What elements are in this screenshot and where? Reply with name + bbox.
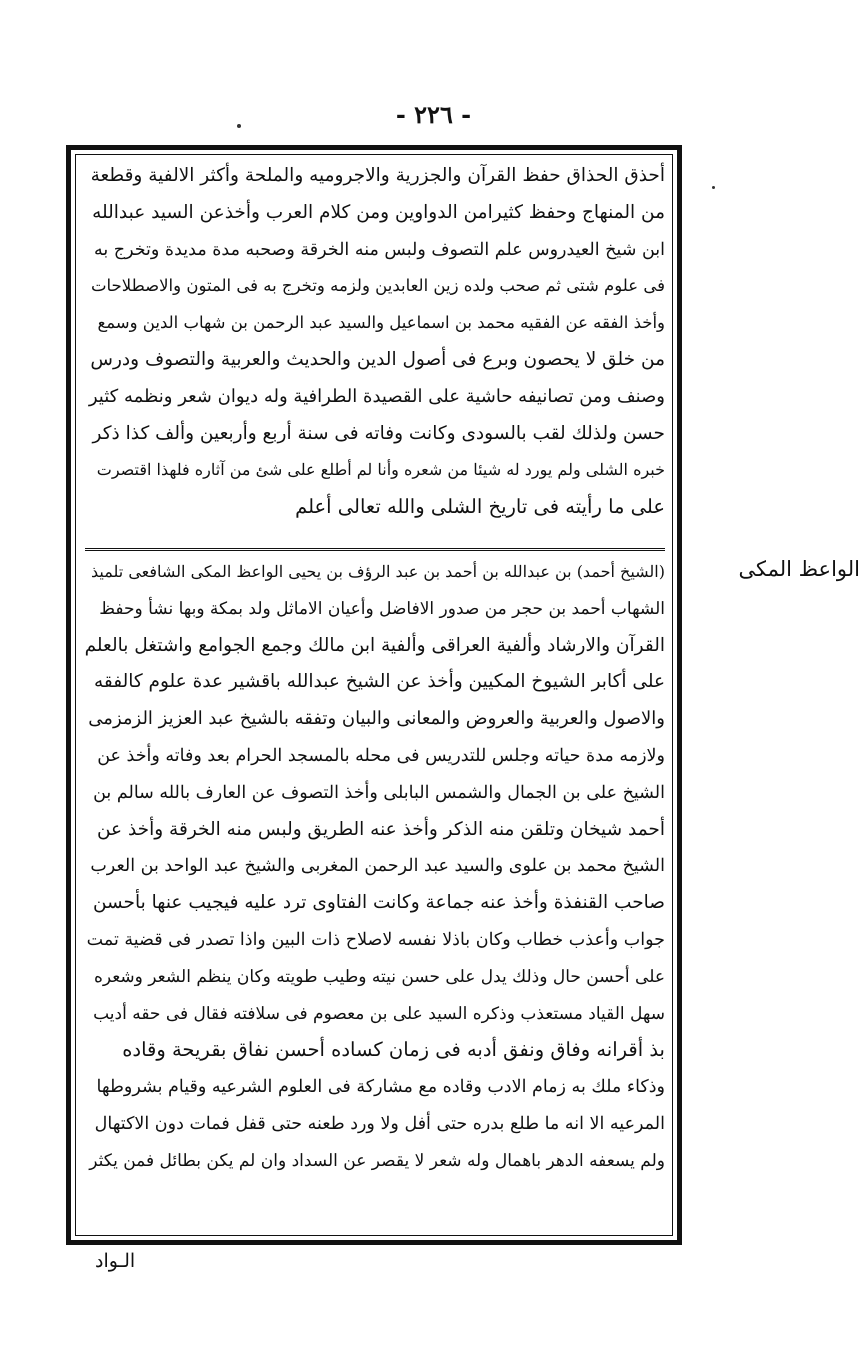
text-line: على ما رأيته فى تاريخ الشلى والله تعالى أعلم [295, 495, 665, 519]
text-line: خبره الشلى ولم يورد له شيئا من شعره وأنا لم أطلع على شئ من آثاره فلهذا اقتصرت [96, 460, 665, 480]
text-line: على أحسن حال وذلك يدل على حسن نيته وطيب طويته وكان ينظم الشعر وشعره [93, 966, 665, 987]
biography-entry-previous [85, 158, 665, 526]
text-line: أحذق الحذاق حفظ القرآن والجزرية والاجروميه والملحة وأكثر الالفية وقطعة [90, 165, 665, 186]
text-line: من خلق لا يحصون وبرع فى أصول الدين والحديث والعربية والتصوف ودرس [90, 348, 665, 370]
text-line: القرآن والارشاد وألفية العراقى وألفية ابن مالك وجمع الجوامع واشتغل بالعلم [85, 634, 665, 656]
entry-divider [85, 548, 665, 551]
text-line: على أكابر الشيوخ المكيين وأخذ عن الشيخ عبدالله باقشير عدة علوم كالفقه [93, 671, 665, 693]
text-line: أحمد شيخان وتلقن منه الذكر وأخذ عنه الطريق ولبس منه الخرقة وأخذ عن [96, 818, 665, 840]
text-line: الشيخ محمد بن علوى والسيد عبد الرحمن المغربى والشيخ عبد الواحد بن العرب [90, 856, 665, 877]
ink-speck [712, 186, 715, 189]
text-line: صاحب القنفذة وأخذ عنه جماعة وكانت الفتاوى ترد عليه فيجيب عنها بأحسن [92, 892, 665, 914]
text-line: وأخذ الفقه عن الفقيه محمد بن اسماعيل والسيد عبد الرحمن بن شهاب الدين وسمع [97, 313, 665, 333]
text-line: فى علوم شتى ثم صحب ولده زين العابدين ولزمه وتخرج به فى المتون والاصطلاحات [90, 276, 665, 296]
text-line: ابن شيخ العيدروس علم التصوف ولبس منه الخرقة وصحبه مدة مديدة وتخرج به [93, 239, 665, 260]
ink-speck [237, 124, 241, 128]
text-line: ولازمه مدة حياته وجلس للتدريس فى محله بالمسجد الحرام بعد وفاته وأخذ عن [97, 745, 665, 766]
text-line: جواب وأعذب خطاب وكان باذلا نفسه لاصلاح ذات البين واذا تصدر فى قضية تمت [86, 929, 665, 950]
biography-entry-ahmad-al-waiz [85, 554, 665, 1180]
text-line: (الشيخ أحمد) بن عبدالله بن أحمد بن عبد الرؤف بن يحيى الواعظ المكى الشافعى تلميذ [91, 562, 665, 581]
text-frame [66, 145, 682, 1245]
text-line: الشهاب أحمد بن حجر من صدور الافاضل وأعيان الاماثل ولد بمكة وبها نشأ وحفظ [99, 598, 665, 619]
margin-note: الواعظ المكى [738, 557, 860, 581]
text-line: وصنف ومن تصانيفه حاشية على القصيدة الطرافية وله ديوان شعر ونظمه كثير [88, 385, 665, 407]
text-line: المرعيه الا انه ما طلع بدره حتى أفل ولا ورد طعنه حتى قفل فمات دون الاكتهال [94, 1113, 665, 1134]
text-line: من المنهاج وحفظ كثيرامن الدواوين ومن كلام العرب وأخذعن السيد عبدالله [92, 201, 665, 223]
text-line: الشيخ على بن الجمال والشمس البابلى وأخذ التصوف عن العارف بالله سالم بن [93, 782, 665, 803]
page-number: - ٢٢٦ - [395, 100, 472, 129]
text-line: ولم يسعفه الدهر باهمال وله شعر لا يقصر عن السداد وان لم يكن بطائل فمن يكثر [89, 1150, 665, 1171]
text-line: وذكاء ملك به زمام الادب وقاده مع مشاركة فى العلوم الشرعيه وقيام بشروطها [96, 1077, 665, 1098]
catchword: الـواد [95, 1250, 136, 1272]
text-line: حسن ولذلك لقب بالسودى وكانت وفاته فى سنة أربع وأربعين وألف كذا ذكر [92, 422, 665, 444]
text-line: والاصول والعربية والعروض والمعانى والبيان وتفقه بالشيخ عبد العزيز الزمزمى [88, 708, 665, 730]
text-line: سهل القياد مستعذب وذكره السيد على بن معصوم فى سلافته فقال فى حقه أديب [93, 1003, 665, 1024]
text-line: بذ أقرانه وفاق ونفق أدبه فى زمان كساده أحسن نفاق بقريحة وقاده [122, 1038, 665, 1062]
